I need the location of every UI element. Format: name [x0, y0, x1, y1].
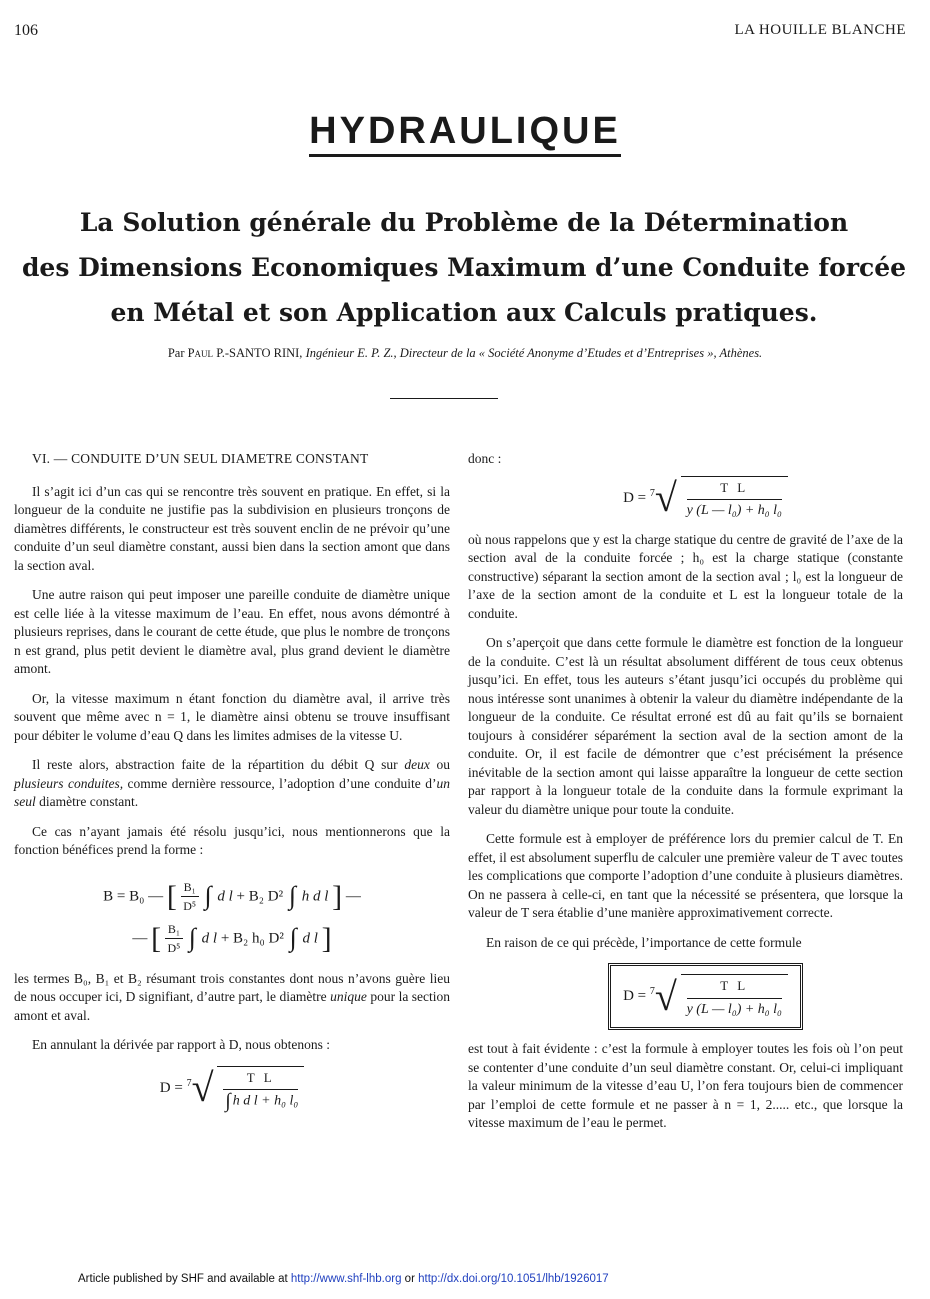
page-number: 106 [14, 22, 38, 39]
footer-link-doi[interactable]: http://dx.doi.org/10.1051/lhb/1926017 [418, 1273, 609, 1285]
equation-benefits-2: — [ $\frac{\text{B₁}}{\text{D⁵}}$ ∫ d l + B₂ h₀ D² ∫ d l ] [14, 920, 450, 958]
article-title: La Solution générale du Problème de la Détermination des Dimensions Economiques Maximum d’une Conduite forcée en Métal et son Application aux Calculs pratiques. [21, 208, 907, 327]
journal-name: LA HOUILLE BLANCHE [734, 22, 906, 38]
divider [390, 398, 498, 399]
integral-sign: ∫ [225, 1090, 231, 1112]
footer-link-shf[interactable]: http://www.shf-lhb.org [290, 1273, 402, 1285]
section-heading: VI. — CONDUITE D’UN SEUL DIAMETRE CONSTANT [32, 451, 369, 466]
paragraph: les termes B₀, B₁ et B₂ résumant trois constantes dont nous n’avons guère lieu de nous occuper ici, D signifiant, d’autre part, le diamètre unique pour la section amont et aval. [14, 970, 451, 1023]
left-column [14, 450, 450, 1111]
integral-sign: ∫ [289, 923, 297, 953]
paragraph: Il s’agit ici d’un cas qui se rencontre très souvent en pratique. En effet, si la longueur de la conduite ne justifie pas la subdivision en plusieurs tronçons de diamètres différents, le constructeur est très souvent enclin de ne prévoir qu’une conduite d’un seul diamètre constant, aussi bien dans la section amont que dans la section aval. [14, 483, 450, 573]
paragraph: donc : [468, 451, 502, 466]
integral-sign: ∫ [204, 881, 212, 911]
paragraph: où nous rappelons que y est la charge statique du centre de gravité de l’axe de la section aval de la conduite forcée ; h₀ est la charge statique (constante constructive) séparant la section amont de la section aval ; l₀ est la longueur de l’axe de la section amont de la conduite et L est la longueur totale de la conduite. [468, 531, 903, 621]
byline: Par Paul P.-SANTO RINI, Ingénieur E. P. Z., Directeur de la « Société Anonyme d’Etudes et d’Entreprises », Athènes. [167, 346, 763, 360]
integral-sign: ∫ [188, 923, 196, 953]
paragraph: Il reste alors, abstraction faite de la répartition du débit Q sur deux ou plusieurs conduites, comme dernière ressource, l’adoption d’une conduite d’un seul diamètre constant. [14, 757, 451, 809]
footer: Article published by SHF and available at http://www.shf-lhb.org or http://dx.doi.org/10.1051/lhb/1926017 [78, 1273, 609, 1285]
fraction: $\frac{\text{B₁}}{\text{D⁵}}$ [181, 878, 199, 916]
root-sign: √ [654, 475, 677, 520]
paragraph: Une autre raison qui peut imposer une pareille conduite de diamètre unique est celle liée à la vitesse maximum de l’eau. En effet, nous avons démontré à plusieurs reprises, dans le courant de cette étude, que plus le nombre de tronçons n est grand, plus petit devient le diamètre aval, plus grand devient le diamètre amont. [14, 587, 450, 676]
equation-diameter-integral: D = $^7$√ $\frac{\text{T L}}{\text{∫ h d l + h₀ l₀}}$ [14, 1066, 450, 1111]
right-column [468, 450, 903, 1144]
section-title: HYDRAULIQUE [0, 110, 930, 153]
root-sign: √ [654, 973, 677, 1019]
integral-sign: ∫ [288, 881, 296, 911]
paragraph: Ce cas n’ayant jamais été résolu jusqu’ici, nous mentionnerons que la fonction bénéfices prend la forme : [14, 823, 450, 857]
paragraph: En annulant la dérivée par rapport à D, nous obtenons : [32, 1037, 331, 1052]
equation-benefits-1: B = B₀ — [ $\frac{\text{B₁}}{\text{D⁵}}$ ∫ d l + B₂ D² ∫ h d l ] — [14, 878, 450, 916]
root-sign: √ [191, 1065, 214, 1111]
paragraph: Cette formule est à employer de préférence lors du premier calcul de T. En effet, il est absolument superflu de calculer une première valeur de T avec toutes les complications que comporte l’adoption d’une conduite à plusieurs diamètres. On ne passera à celle-ci, en tant que la nécessité se présentera, que lorsque la valeur de T sera établie d’une manière approximativement correcte. [468, 831, 903, 920]
paragraph: On s’aperçoit que dans cette formule le diamètre est fonction de la longueur de la conduite. C’est là un résultat absolument différent de tous ceux obtenus jusqu’ici. En effet, tous les auteurs s’étant jusqu’ici occupés du problème qui nous intéresse sont unanimes à obtenir la valeur du diamètre indépendante de la longueur de la conduite. Ce résultat erroné est dû au fait qu’ils se bornaient toujours à considérer séparément la section aval de la section amont de la conduite. Or, il est facile de démontrer que c’est précisément la présence inévitable de la section amont qui laisse apparaître la longueur de cette section par rapport à la longueur totale de la conduite dans la formule exprimant la valeur du diamètre unique pour toute la conduite. [468, 635, 903, 817]
paragraph: En raison de ce qui précède, l’importance de cette formule [486, 934, 802, 950]
paragraph: Or, la vitesse maximum n étant fonction du diamètre aval, il arrive très souvent que même avec n = 1, le diamètre ainsi obtenu se trouve insuffisant pour débiter le volume d’eau Q dans les limites admises de la vitesse U. [14, 690, 450, 743]
boxed-equation-diameter: D = $^7$√ $\frac{\text{T L}}{\text{y (L — l₀) + h₀ l₀}}$ [608, 963, 803, 1030]
fraction: $\frac{\text{B₁}}{\text{D⁵}}$ [165, 920, 183, 958]
equation-diameter: D = $^7$√ $\frac{\text{T L}}{\text{y (L — l₀) + h₀ l₀}}$ [508, 476, 903, 521]
paragraph: est tout à fait évidente : c’est la formule à employer toutes les fois où l’on peut se contenter d’une conduite d’un seul diamètre constant. Or, celui-ci impliquant la valeur minimum de la vitesse d’eau U, l’on fera toujours bien de commencer par l’emploi de cette formule et ne passer à n = 1, 2..... etc., que lorsque la vitesse maximum de l’eau le permet. [468, 1041, 903, 1130]
